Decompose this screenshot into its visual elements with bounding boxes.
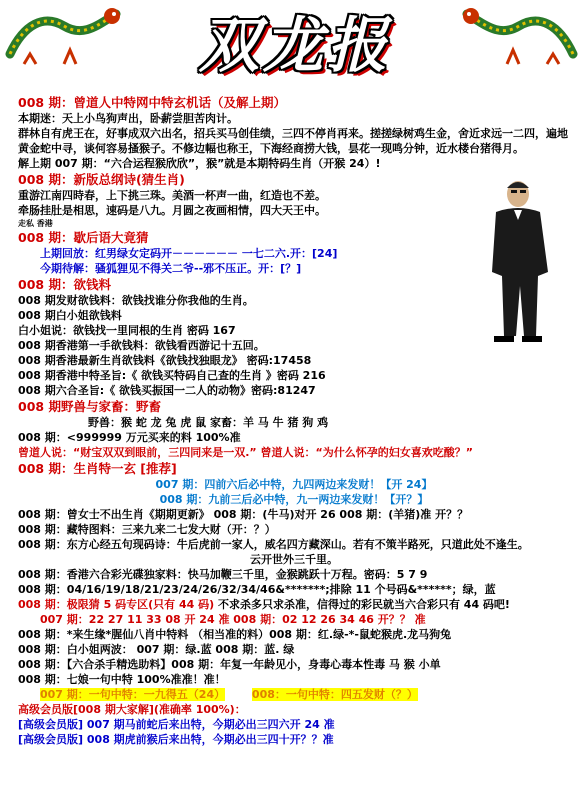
list-item: 008 期香港最新生肖欲钱料《欲钱找独眼龙》 密码:17458 bbox=[18, 354, 312, 367]
page-title: 双龙报 bbox=[199, 11, 391, 81]
section-title-8: 008 期：极限猜 5 码专区(只有 44 码) bbox=[18, 598, 215, 611]
list-item: 008 期：七娘一句中特 100%准准！准！ bbox=[18, 673, 226, 686]
section-title-3: 008 期：歇后语大竟猜 bbox=[18, 230, 149, 245]
one-line-007: 007 期：一句中特：一九得五（24） bbox=[40, 688, 226, 701]
animals-list: 野兽：猴 蛇 龙 兔 虎 鼠 家畜：羊 马 牛 猪 狗 鸡 bbox=[88, 416, 329, 429]
list-item: 008 期：04/16/19/18/21/23/24/26/32/34/46&*******;排除 11 个号码&******；绿，蓝 bbox=[18, 583, 496, 596]
riddle-body: 群林自有虎王在，好事成双六出名，招兵买马创佳绩，三四不停肖再来。搓搓绿树鸡生金，舍近求远一二四，遍地黄金蛇中寻，谈何容易搔猴子。不修边幅也称王，下海经商捞大钱，昙花一现鸣分钟，近水楼台猪得月。 bbox=[18, 127, 568, 155]
section-title-11: 高级会员版[008 期大家解](准确率 100%)： bbox=[18, 703, 246, 716]
list-item: 008 期：白小姐两波： 007 期：绿.蓝 008 期：蓝. 绿 bbox=[18, 643, 295, 656]
list-item: 008 期：曾女士不出生肖《期期更新》 008 期：(牛马)对开 26 008 期：(羊猪)准 开？？ bbox=[18, 508, 469, 521]
current-riddle: 今期待解：骚狐狸见不得关二爷--邪不压正。开：[？] bbox=[40, 262, 302, 275]
price-line: 008 期：<999999 万元买来的料 100%准 bbox=[18, 431, 241, 444]
list-item: 008 期发财欲钱料：欲钱找谁分你我他的生肖。 bbox=[18, 294, 254, 307]
header bbox=[0, 0, 583, 95]
list-item: 008 期：藏特图料：三来九来二七发大财（开：？） bbox=[18, 523, 276, 536]
poem-line-2: 牵肠挂肚是相思，速码是八九。月圆之夜画相情，四大天王中。 bbox=[18, 204, 326, 217]
riddle-line: 本期迷：天上小鸟狗声出，卧薪尝胆苦肉计。 bbox=[18, 112, 238, 125]
section-title-5: 008 期野兽与家畜：野畜 bbox=[18, 399, 161, 414]
article-body bbox=[18, 94, 570, 747]
special-line-1: 007 期：四前六后必中特，九四两边来发财！【开 24】 bbox=[155, 478, 433, 491]
quote-line: 曾道人说：“财宝双双到眼前，三四同来是一双.” 曾道人说：“为什么怀孕的妇女喜欢吃酸？” bbox=[18, 446, 473, 459]
list-item: 008 期：东方心经五句现码诗：牛后虎前一家人，威名四方藏深山。若有不策半路死，只道此处不逢生。 bbox=[18, 538, 529, 551]
list-item: 008 期白小姐欲钱料 bbox=[18, 309, 122, 322]
list-item: 008 期：【六合杀手精选助料】008 期：年复一年龄见小，身毒心毒本性毒 马 猴 小单 bbox=[18, 658, 441, 671]
number-line: 007 期：22 27 11 33 08 开 24 准 008 期：02 12 26 34 46 开？？ 准 bbox=[40, 613, 426, 626]
list-item: 008 期：*来生缘*腥仙八肖中特料 （相当准的料）008 期：红.绿-*-鼠蛇猴虎.龙马狗兔 bbox=[18, 628, 452, 641]
section-title-2: 008 期：新版总纲诗(猜生肖) bbox=[18, 172, 185, 187]
poem-line-1: 重游江南四時春，上下挑三珠。美酒一杯声一曲，红造也不差。 bbox=[18, 189, 326, 202]
centered-verse: 云开世外三千里。 bbox=[250, 553, 338, 566]
previous-review: 上期回放：红男绿女定码开－－－－－－ 一七二六.开：[24] bbox=[40, 247, 338, 260]
list-item: 008 期六合圣旨:《 欲钱买振国一二人的动物》密码:81247 bbox=[18, 384, 316, 397]
section-title-1: 008 期：曾道人中特网中特玄机话（及解上期） bbox=[18, 95, 286, 110]
special-line-2: 008 期：九前三后必中特，九一两边来发财！【开？】 bbox=[159, 493, 429, 506]
list-item: 008 期香港中特圣旨:《 欲钱买特码自己查的生肖 》密码 216 bbox=[18, 369, 326, 382]
section-8-tail: 不求杀多只求杀准，信得过的彩民就当六合彩只有 44 码吧! bbox=[217, 598, 510, 611]
previous-answer: 解上期 007 期：“六合运程猴欣欣”，猴”就是本期特码生肖（开猴 24）! bbox=[18, 157, 381, 170]
list-item: 008 期：香港六合彩光碟独家料：快马加鞭三千里，金猴跳跃十万程。密码：5 7 9 bbox=[18, 568, 428, 581]
section-title-4: 008 期：欲钱料 bbox=[18, 277, 111, 292]
section-title-6: 008 期：生肖特一玄 [推荐] bbox=[18, 461, 177, 476]
list-item: 白小姐说：欲钱找一里同根的生肖 密码 167 bbox=[18, 324, 236, 337]
member-row-2: [高级会员版] 008 期虎前猴后来出特，今期必出三四十开？？准 bbox=[18, 733, 334, 746]
list-item: 008 期香港第一手欲钱料：欲钱看西游记十五回。 bbox=[18, 339, 265, 352]
member-row-1: [高级会员版] 007 期马前蛇后来出特，今期必出三四六开 24 准 bbox=[18, 718, 335, 731]
dragon-right-icon bbox=[461, 4, 579, 76]
one-line-008: 008：一句中特：四五发财（？） bbox=[251, 688, 418, 701]
small-note: 走私 香港 bbox=[18, 219, 53, 228]
dragon-left-icon bbox=[4, 4, 122, 76]
